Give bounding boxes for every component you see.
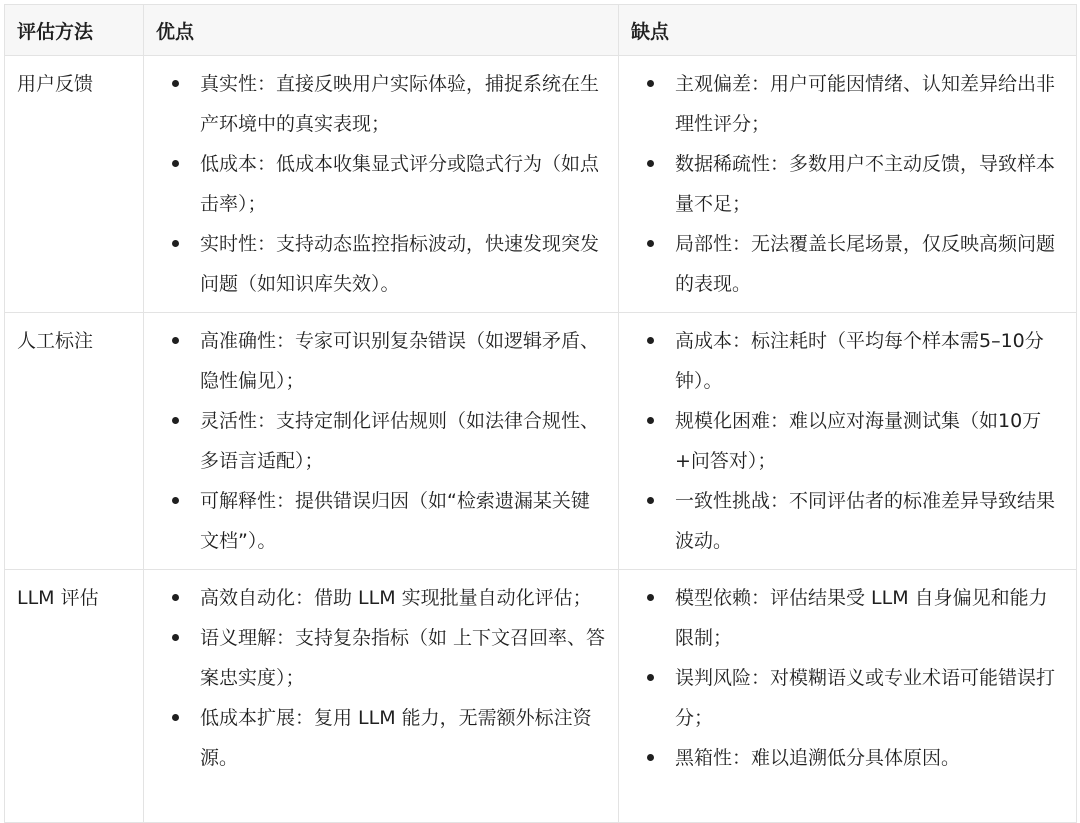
pro-text: 低成本扩展：复用 LLM 能力，无需额外标注资源。 [200,707,592,769]
method-cell: LLM 评估 [5,570,144,823]
header-pros: 优点 [144,5,619,56]
bullet-icon [647,594,654,601]
con-text: 黑箱性：难以追溯低分具体原因。 [675,747,961,769]
cons-list [619,578,1064,778]
con-text: 数据稀疏性：多数用户不主动反馈，导致样本量不足； [675,153,1056,215]
pros-cell [144,56,619,313]
list-item [200,578,606,618]
list-item [675,738,1064,778]
con-text: 模型依赖：评估结果受 LLM 自身偏见和能力限制； [675,587,1048,649]
bullet-icon [172,80,179,87]
method-cell: 人工标注 [5,313,144,570]
list-item [200,144,606,224]
bullet-icon [647,337,654,344]
list-item [675,658,1064,738]
pros-list [144,321,606,561]
bullet-icon [647,417,654,424]
bullet-icon [172,594,179,601]
cons-cell [619,56,1077,313]
bullet-icon [647,240,654,247]
bullet-icon [172,337,179,344]
bullet-icon [647,497,654,504]
con-text: 一致性挑战：不同评估者的标准差异导致结果波动。 [675,490,1056,552]
bullet-icon [647,674,654,681]
list-item [675,321,1064,401]
bullet-icon [647,754,654,761]
header-row [5,5,1077,56]
cons-list [619,64,1064,304]
pro-text: 低成本：低成本收集显式评分或隐式行为（如点击率）； [200,153,600,215]
list-item [675,481,1064,561]
pro-text: 可解释性：提供错误归因（如“检索遗漏某关键文档”）。 [200,490,590,552]
list-item [200,64,606,144]
con-text: 高成本：标注耗时（平均每个样本需5–10分钟）。 [675,330,1044,392]
header-method: 评估方法 [5,5,144,56]
pros-cell [144,313,619,570]
table-row [5,570,1077,823]
bullet-icon [647,80,654,87]
bullet-icon [172,417,179,424]
pro-text: 灵活性：支持定制化评估规则（如法律合规性、多语言适配）； [200,410,600,472]
pro-text: 高准确性：专家可识别复杂错误（如逻辑矛盾、隐性偏见）； [200,330,600,392]
cons-cell [619,313,1077,570]
table-row [5,313,1077,570]
list-item [675,224,1064,304]
list-item [200,321,606,401]
pros-cell [144,570,619,823]
header-cons: 缺点 [619,5,1077,56]
bullet-icon [172,634,179,641]
pros-list [144,64,606,304]
list-item [675,144,1064,224]
pro-text: 语义理解：支持复杂指标（如 上下文召回率、答案忠实度）； [200,627,606,689]
con-text: 主观偏差：用户可能因情绪、认知差异给出非理性评分； [675,73,1056,135]
list-item [675,401,1064,481]
list-item [200,224,606,304]
con-text: 局部性：无法覆盖长尾场景，仅反映高频问题的表现。 [675,233,1056,295]
list-item [200,618,606,698]
list-item [675,64,1064,144]
table-row [5,56,1077,313]
pro-text: 真实性：直接反映用户实际体验，捕捉系统在生产环境中的真实表现； [200,73,600,135]
method-cell: 用户反馈 [5,56,144,313]
cons-cell [619,570,1077,823]
bullet-icon [172,160,179,167]
bullet-icon [172,497,179,504]
con-text: 误判风险：对模糊语义或专业术语可能错误打分； [675,667,1056,729]
list-item [200,698,606,778]
list-item [200,401,606,481]
pro-text: 实时性：支持动态监控指标波动，快速发现突发问题（如知识库失效）。 [200,233,600,295]
comparison-table [4,4,1077,823]
bullet-icon [172,714,179,721]
list-item [675,578,1064,658]
list-item [200,481,606,561]
bullet-icon [647,160,654,167]
bullet-icon [172,240,179,247]
con-text: 规模化困难：难以应对海量测试集（如10万+问答对）； [675,410,1042,472]
pro-text: 高效自动化：借助 LLM 实现批量自动化评估； [200,587,592,609]
cons-list [619,321,1064,561]
pros-list [144,578,606,778]
